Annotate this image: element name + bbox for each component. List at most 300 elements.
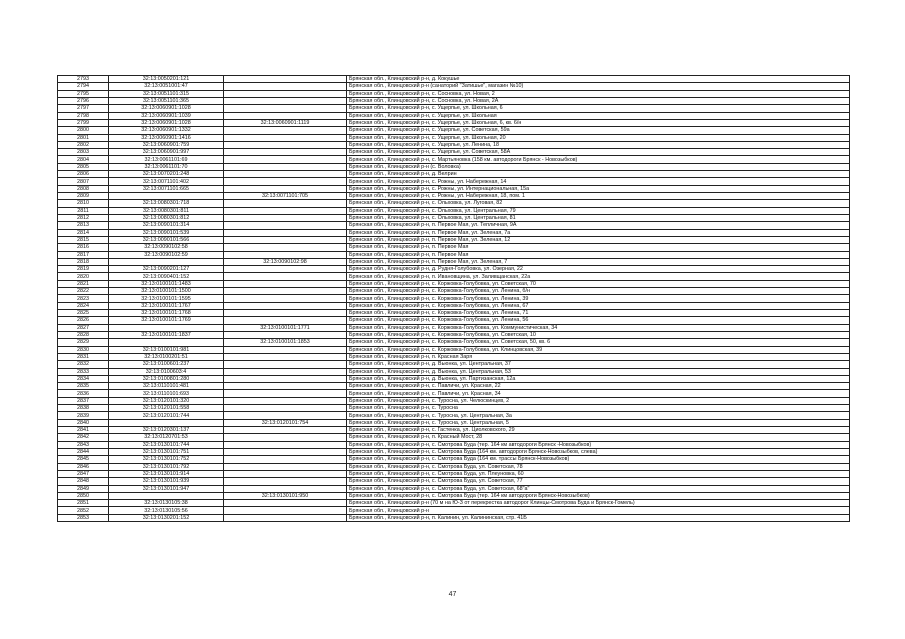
- table-row: [58, 163, 850, 170]
- cadastral-number-cell: [109, 324, 224, 331]
- row-number-cell: 2833: [58, 368, 109, 375]
- object-number-cell: [224, 302, 347, 309]
- table-row: [58, 266, 850, 273]
- address-cell: Брянская обл., Клинцовский р-н, с. Смотрова Буда, ул. Советская, 68"а": [347, 485, 850, 492]
- address-cell: Брянская обл., Клинцовский р-н, с. Коржовка-Голубовка, ул. Советская, 70: [347, 280, 850, 287]
- row-number-cell: 2817: [58, 251, 109, 258]
- object-number-cell: [224, 171, 347, 178]
- address-cell: Брянская обл., Клинцовский р-н, п. Красная Заря: [347, 353, 850, 360]
- address-cell: Брянская обл., Клинцовский р-н, п. Красный Мост, 28: [347, 434, 850, 441]
- cadastral-number-cell: 32:13:0110101:693: [109, 390, 224, 397]
- table-row: [58, 83, 850, 90]
- row-number-cell: 2851: [58, 500, 109, 507]
- address-cell: Брянская обл., Клинцовский р-н, с. Коржовка-Голубовка, ул. Ленина, 71: [347, 310, 850, 317]
- address-cell: Брянская обл., Клинцовский р-н, с. Ольховка, ул. Центральная, 81: [347, 214, 850, 221]
- table-row: [58, 171, 850, 178]
- object-number-cell: [224, 361, 347, 368]
- object-number-cell: [224, 149, 347, 156]
- object-number-cell: [224, 141, 347, 148]
- cadastral-number-cell: 32:13:0130101:939: [109, 478, 224, 485]
- cadastral-number-cell: 32:13:0130101:914: [109, 470, 224, 477]
- object-number-cell: [224, 266, 347, 273]
- cadastral-number-cell: 32:13:0051101:315: [109, 90, 224, 97]
- table-row: [58, 427, 850, 434]
- row-number-cell: 2830: [58, 346, 109, 353]
- object-number-cell: [224, 112, 347, 119]
- object-number-cell: 32:13:0071101:705: [224, 193, 347, 200]
- cadastral-number-cell: 32:13:0060901:1028: [109, 105, 224, 112]
- table-row: [58, 361, 850, 368]
- row-number-cell: 2832: [58, 361, 109, 368]
- cadastral-number-cell: 32:13:0051101:365: [109, 97, 224, 104]
- address-cell: Брянская обл., Клинцовский р-н, с. Мартьяновка (158 км. автодороги Брянск - Новозыбков): [347, 156, 850, 163]
- cadastral-number-cell: 32:13:0130101:744: [109, 441, 224, 448]
- table-row: [58, 127, 850, 134]
- table-row: [58, 412, 850, 419]
- address-cell: Брянская обл., Клинцовский р-н, с. Смотрова Буда (тер. 164 км автодороги Брянск-Новозыбков): [347, 492, 850, 499]
- row-number-cell: 2805: [58, 163, 109, 170]
- table-row: [58, 507, 850, 514]
- address-cell: Брянская обл., Клинцовский р-н, д. Вьюнка, ул. Центральная, 37: [347, 361, 850, 368]
- table-row: [58, 193, 850, 200]
- object-number-cell: [224, 273, 347, 280]
- cadastral-number-cell: 32:13:0080301:718: [109, 200, 224, 207]
- row-number-cell: 2804: [58, 156, 109, 163]
- cadastral-number-cell: 32:13:0120101:320: [109, 397, 224, 404]
- cadastral-number-cell: 32:13:0100101:1500: [109, 288, 224, 295]
- address-cell: Брянская обл., Клинцовский р-н, с. Коржовка-Голубовка, ул. Советская, 50, кв. 6: [347, 339, 850, 346]
- address-cell: Брянская обл., Клинцовский р-н, с. Ущерпье, ул. Ленина, 18: [347, 141, 850, 148]
- table-row: [58, 97, 850, 104]
- row-number-cell: 2839: [58, 412, 109, 419]
- address-cell: Брянская обл., Клинцовский р-н, с. Смотрова Буда (164 км. автодороги Брянск-Новозыбков, слева): [347, 448, 850, 455]
- object-number-cell: [224, 214, 347, 221]
- row-number-cell: 2806: [58, 171, 109, 178]
- row-number-cell: 2843: [58, 441, 109, 448]
- cadastral-number-cell: 32:13:0061101:70: [109, 163, 224, 170]
- cadastral-number-cell: 32:13:0071101:665: [109, 185, 224, 192]
- cadastral-number-cell: 32:13:0060901:759: [109, 141, 224, 148]
- table-row: [58, 295, 850, 302]
- address-cell: Брянская обл., Клинцовский р-н, с. Коржовка-Голубовка, ул. Ленина, б/н: [347, 288, 850, 295]
- cadastral-number-cell: 32:13:0060901:1416: [109, 134, 224, 141]
- table-row: [58, 470, 850, 477]
- object-number-cell: [224, 434, 347, 441]
- table-row: [58, 222, 850, 229]
- address-cell: Брянская обл., Клинцовский р-н, п. Первое Мая, ул. Зеленая, 12: [347, 236, 850, 243]
- address-cell: Брянская обл., Клинцовский р-н, д. Вьюнка, ул. Партизанская, 12а: [347, 375, 850, 382]
- cadastral-number-cell: 32:13:0080301:811: [109, 207, 224, 214]
- row-number-cell: 2841: [58, 427, 109, 434]
- row-number-cell: 2799: [58, 119, 109, 126]
- cadastral-number-cell: 32:13:0120101:744: [109, 412, 224, 419]
- row-number-cell: 2848: [58, 478, 109, 485]
- cadastral-number-cell: 32:13:0080301:812: [109, 214, 224, 221]
- table-row: [58, 324, 850, 331]
- table-row: [58, 419, 850, 426]
- address-cell: Брянская обл., Клинцовский р-н, с. Рожны, ул. Набережная, 18, пом. 1: [347, 193, 850, 200]
- row-number-cell: 2812: [58, 214, 109, 221]
- row-number-cell: 2818: [58, 258, 109, 265]
- row-number-cell: 2836: [58, 390, 109, 397]
- object-number-cell: 32:13:0100101:1771: [224, 324, 347, 331]
- cadastral-number-cell: 32:13:0130101:751: [109, 448, 224, 455]
- table-row: [58, 514, 850, 521]
- table-row: [58, 119, 850, 126]
- object-number-cell: [224, 244, 347, 251]
- table-row: [58, 456, 850, 463]
- table-row: [58, 500, 850, 507]
- table-row: [58, 448, 850, 455]
- table-row: [58, 383, 850, 390]
- cadastral-number-cell: 32:13:0100101:1767: [109, 302, 224, 309]
- object-number-cell: [224, 412, 347, 419]
- object-number-cell: [224, 514, 347, 521]
- cadastral-number-cell: 32:13:0061101:69: [109, 156, 224, 163]
- row-number-cell: 2813: [58, 222, 109, 229]
- table-row: [58, 185, 850, 192]
- row-number-cell: 2810: [58, 200, 109, 207]
- row-number-cell: 2829: [58, 339, 109, 346]
- object-number-cell: [224, 485, 347, 492]
- table-row: [58, 229, 850, 236]
- table-row: [58, 141, 850, 148]
- table-row: [58, 368, 850, 375]
- row-number-cell: 2807: [58, 178, 109, 185]
- object-number-cell: [224, 441, 347, 448]
- cadastral-number-cell: 32:13:0100101:1769: [109, 317, 224, 324]
- row-number-cell: 2828: [58, 331, 109, 338]
- address-cell: Брянская обл., Клинцовский р-н (с. Воловка): [347, 163, 850, 170]
- table-row: [58, 156, 850, 163]
- address-cell: Брянская обл., Клинцовский р-н, с. Смотрова Буда, ул. Советская, 78: [347, 463, 850, 470]
- cadastral-number-cell: 32:13:0100101:1768: [109, 310, 224, 317]
- address-cell: Брянская обл., Клинцовский р-н, с. Гастенка, ул. Циолковского, 29: [347, 427, 850, 434]
- object-number-cell: 32:13:0090102:98: [224, 258, 347, 265]
- table-row: [58, 149, 850, 156]
- row-number-cell: 2827: [58, 324, 109, 331]
- cadastral-number-cell: 32:13:0100601:237: [109, 361, 224, 368]
- object-number-cell: [224, 97, 347, 104]
- object-number-cell: [224, 251, 347, 258]
- object-number-cell: [224, 200, 347, 207]
- cadastral-number-cell: 32:13:0100101:1595: [109, 295, 224, 302]
- cadastral-number-cell: 32:13:0100101:1837: [109, 331, 224, 338]
- cadastral-number-cell: 32:13:0130105:38: [109, 500, 224, 507]
- table-row: [58, 207, 850, 214]
- object-number-cell: [224, 470, 347, 477]
- table-row: [58, 244, 850, 251]
- address-cell: Брянская обл., Клинцовский р-н (70 м на Ю-З от перекрестка автодорог Клинцы-Смотрова Буда и Брянск-Гомель): [347, 500, 850, 507]
- object-number-cell: [224, 397, 347, 404]
- registry-sheet: [57, 75, 850, 522]
- object-number-cell: [224, 295, 347, 302]
- address-cell: Брянская обл., Клинцовский р-н, с. Ольховка, ул. Центральная, 79: [347, 207, 850, 214]
- table-row: [58, 339, 850, 346]
- object-number-cell: [224, 427, 347, 434]
- object-number-cell: [224, 383, 347, 390]
- row-number-cell: 2800: [58, 127, 109, 134]
- row-number-cell: 2820: [58, 273, 109, 280]
- row-number-cell: 2826: [58, 317, 109, 324]
- table-row: [58, 258, 850, 265]
- row-number-cell: 2840: [58, 419, 109, 426]
- row-number-cell: 2802: [58, 141, 109, 148]
- row-number-cell: 2847: [58, 470, 109, 477]
- object-number-cell: [224, 236, 347, 243]
- address-cell: Брянская обл., Клинцовский р-н, с. Коржовка-Голубовка, ул. Коммунистическая, 34: [347, 324, 850, 331]
- row-number-cell: 2796: [58, 97, 109, 104]
- row-number-cell: 2825: [58, 310, 109, 317]
- table-row: [58, 434, 850, 441]
- row-number-cell: 2834: [58, 375, 109, 382]
- address-cell: Брянская обл., Клинцовский р-н, д. Вьюнка, ул. Центральная, 53: [347, 368, 850, 375]
- table-row: [58, 112, 850, 119]
- object-number-cell: [224, 500, 347, 507]
- address-cell: Брянская обл., Клинцовский р-н, с. Ущерпье, ул. Школьная: [347, 112, 850, 119]
- address-cell: Брянская обл., Клинцовский р-н, д. Рудня-Голубовка, ул. Озерная, 22: [347, 266, 850, 273]
- object-number-cell: [224, 127, 347, 134]
- cadastral-number-cell: 32:13:0051001:47: [109, 83, 224, 90]
- table-row: [58, 353, 850, 360]
- cadastral-number-cell: [109, 339, 224, 346]
- address-cell: Брянская обл., Клинцовский р-н, п. Первое Мая, ул. Зеленая, 7а: [347, 229, 850, 236]
- table-row: [58, 90, 850, 97]
- cadastral-number-cell: 32:13:0130101:792: [109, 463, 224, 470]
- object-number-cell: [224, 317, 347, 324]
- object-number-cell: [224, 90, 347, 97]
- address-cell: Брянская обл., Клинцовский р-н, п. Ивановщина, ул. Заливщанская, 22а: [347, 273, 850, 280]
- row-number-cell: 2809: [58, 193, 109, 200]
- page-number: 47: [448, 591, 457, 598]
- table-row: [58, 214, 850, 221]
- address-cell: Брянская обл., Клинцовский р-н: [347, 507, 850, 514]
- cadastral-number-cell: 32:13:0130201:152: [109, 514, 224, 521]
- row-number-cell: 2816: [58, 244, 109, 251]
- row-number-cell: 2821: [58, 280, 109, 287]
- object-number-cell: [224, 368, 347, 375]
- row-number-cell: 2801: [58, 134, 109, 141]
- object-number-cell: 32:13:0120101:754: [224, 419, 347, 426]
- address-cell: Брянская обл., Клинцовский р-н, с. Коржовка-Голубовка, ул. Ленина, 56: [347, 317, 850, 324]
- row-number-cell: 2819: [58, 266, 109, 273]
- cadastral-number-cell: 32:13:0070201:248: [109, 171, 224, 178]
- table-row: [58, 375, 850, 382]
- row-number-cell: 2795: [58, 90, 109, 97]
- row-number-cell: 2803: [58, 149, 109, 156]
- row-number-cell: 2846: [58, 463, 109, 470]
- table-body: [58, 76, 850, 522]
- cadastral-number-cell: 32:13:0130101:947: [109, 485, 224, 492]
- row-number-cell: 2814: [58, 229, 109, 236]
- cadastral-number-cell: [109, 258, 224, 265]
- object-number-cell: [224, 456, 347, 463]
- address-cell: Брянская обл., Клинцовский р-н, с. Павличи, ул. Красная, 34: [347, 390, 850, 397]
- cadastral-number-cell: 32:13:0130101:752: [109, 456, 224, 463]
- object-number-cell: [224, 507, 347, 514]
- address-cell: Брянская обл., Клинцовский р-н, с. Смотрова Буда, ул. Плеуновка, 60: [347, 470, 850, 477]
- table-row: [58, 463, 850, 470]
- cadastral-number-cell: 32:13:0100603:4: [109, 368, 224, 375]
- object-number-cell: [224, 353, 347, 360]
- object-number-cell: [224, 331, 347, 338]
- object-number-cell: [224, 134, 347, 141]
- address-cell: Брянская обл., Клинцовский р-н, с. Туросна, ул. Центральная, 5: [347, 419, 850, 426]
- address-cell: Брянская обл., Клинцовский р-н, с. Туросна, ул. Центральная, 3а: [347, 412, 850, 419]
- address-cell: Брянская обл., Клинцовский р-н, с. Смотрова Буда (164 км. трассы Брянск-Новозыбков): [347, 456, 850, 463]
- cadastral-number-cell: 32:13:0110101:481: [109, 383, 224, 390]
- row-number-cell: 2852: [58, 507, 109, 514]
- address-cell: Брянская обл., Клинцовский р-н (санаторий "Затишье", магазин №10): [347, 83, 850, 90]
- row-number-cell: 2850: [58, 492, 109, 499]
- cadastral-number-cell: 32:13:0090101:314: [109, 222, 224, 229]
- object-number-cell: [224, 280, 347, 287]
- cadastral-number-cell: 32:13:0120701:53: [109, 434, 224, 441]
- object-number-cell: [224, 478, 347, 485]
- object-number-cell: [224, 288, 347, 295]
- cadastral-number-cell: 32:13:0120101:558: [109, 405, 224, 412]
- object-number-cell: 32:13:0060901:1119: [224, 119, 347, 126]
- row-number-cell: 2835: [58, 383, 109, 390]
- row-number-cell: 2797: [58, 105, 109, 112]
- address-cell: Брянская обл., Клинцовский р-н, с. Коржовка-Голубовка, ул. Ленина, 67: [347, 302, 850, 309]
- row-number-cell: 2811: [58, 207, 109, 214]
- object-number-cell: [224, 463, 347, 470]
- row-number-cell: 2844: [58, 448, 109, 455]
- object-number-cell: [224, 375, 347, 382]
- cadastral-number-cell: 32:13:0100101:981: [109, 346, 224, 353]
- address-cell: Брянская обл., Клинцовский р-н, с. Смотрова Буда (тер. 164 км автодороги Брянск -Новозыбков): [347, 441, 850, 448]
- row-number-cell: 2831: [58, 353, 109, 360]
- cadastral-number-cell: [109, 193, 224, 200]
- table-row: [58, 288, 850, 295]
- address-cell: Брянская обл., Клинцовский р-н, с. Ущерпье, ул. Школьная, 6: [347, 105, 850, 112]
- row-number-cell: 2793: [58, 76, 109, 83]
- table-row: [58, 478, 850, 485]
- address-cell: Брянская обл., Клинцовский р-н, с. Ущерпье, ул. Школьная, 6, кв. 6/н: [347, 119, 850, 126]
- cadastral-number-cell: 32:13:0090101:539: [109, 229, 224, 236]
- address-cell: Брянская обл., Клинцовский р-н, п. Первое Мая: [347, 251, 850, 258]
- object-number-cell: [224, 448, 347, 455]
- address-cell: Брянская обл., Клинцовский р-н, д. Кокушье: [347, 76, 850, 83]
- address-cell: Брянская обл., Клинцовский р-н, с. Ущерпье, ул. Советская, 58А: [347, 149, 850, 156]
- table-row: [58, 76, 850, 83]
- row-number-cell: 2837: [58, 397, 109, 404]
- table-row: [58, 331, 850, 338]
- table-row: [58, 492, 850, 499]
- object-number-cell: [224, 156, 347, 163]
- address-cell: Брянская обл., Клинцовский р-н, с. Коржовка-Голубовка, ул. Ленина, 39: [347, 295, 850, 302]
- address-cell: Брянская обл., Клинцовский р-н, п. Первое Мая, ул. Тепличная, 9А: [347, 222, 850, 229]
- cadastral-number-cell: 32:13:0090102:58: [109, 244, 224, 251]
- address-cell: Брянская обл., Клинцовский р-н, с. Коржовка-Голубовка, ул. Клинцовская, 39: [347, 346, 850, 353]
- address-cell: Брянская обл., Клинцовский р-н, п. Калинин, ул. Калининская, стр. 41Б: [347, 514, 850, 521]
- object-number-cell: [224, 390, 347, 397]
- table-row: [58, 105, 850, 112]
- row-number-cell: 2849: [58, 485, 109, 492]
- object-number-cell: [224, 83, 347, 90]
- object-number-cell: [224, 178, 347, 185]
- table-row: [58, 200, 850, 207]
- table-row: [58, 273, 850, 280]
- object-number-cell: 32:13:0130101:950: [224, 492, 347, 499]
- address-cell: Брянская обл., Клинцовский р-н, с. Рожны, ул. Набережная, 14: [347, 178, 850, 185]
- cadastral-number-cell: 32:13:0090101:566: [109, 236, 224, 243]
- table-row: [58, 178, 850, 185]
- object-number-cell: [224, 310, 347, 317]
- address-cell: Брянская обл., Клинцовский р-н, с. Павличи, ул. Красная, 22: [347, 383, 850, 390]
- cadastral-number-cell: 32:13:0130105:56: [109, 507, 224, 514]
- cadastral-number-cell: 32:13:0060901:1028: [109, 119, 224, 126]
- row-number-cell: 2838: [58, 405, 109, 412]
- address-cell: Брянская обл., Клинцовский р-н, с. Туросна: [347, 405, 850, 412]
- table-row: [58, 441, 850, 448]
- cadastral-number-cell: 32:13:0071101:402: [109, 178, 224, 185]
- address-cell: Брянская обл., Клинцовский р-н, с. Ольховка, ул. Луговая, 82: [347, 200, 850, 207]
- row-number-cell: 2823: [58, 295, 109, 302]
- row-number-cell: 2815: [58, 236, 109, 243]
- table-row: [58, 251, 850, 258]
- cadastral-number-cell: [109, 419, 224, 426]
- object-number-cell: 32:13:0100101:1853: [224, 339, 347, 346]
- cadastral-number-cell: 32:13:0100101:1483: [109, 280, 224, 287]
- object-number-cell: [224, 222, 347, 229]
- cadastral-number-cell: 32:13:0120301:137: [109, 427, 224, 434]
- row-number-cell: 2798: [58, 112, 109, 119]
- object-number-cell: [224, 105, 347, 112]
- table-row: [58, 310, 850, 317]
- table-row: [58, 485, 850, 492]
- cadastral-number-cell: 32:13:0060901:997: [109, 149, 224, 156]
- address-cell: Брянская обл., Клинцовский р-н, с. Туросна, ул. Челюскинцев, 2: [347, 397, 850, 404]
- cadastral-table: [57, 75, 850, 522]
- address-cell: Брянская обл., Клинцовский р-н, с. Ущерпье, ул. Советская, 59а: [347, 127, 850, 134]
- cadastral-number-cell: 32:13:0100201:51: [109, 353, 224, 360]
- cadastral-number-cell: 32:13:0060901:1332: [109, 127, 224, 134]
- row-number-cell: 2822: [58, 288, 109, 295]
- address-cell: Брянская обл., Клинцовский р-н, с. Коржовка-Голубовка, ул. Советская, 10: [347, 331, 850, 338]
- object-number-cell: [224, 163, 347, 170]
- address-cell: Брянская обл., Клинцовский р-н, с. Рожны, ул. Интернациональная, 15а: [347, 185, 850, 192]
- cadastral-number-cell: 32:13:0060901:1039: [109, 112, 224, 119]
- row-number-cell: 2794: [58, 83, 109, 90]
- address-cell: Брянская обл., Клинцовский р-н, п. Первое Мая: [347, 244, 850, 251]
- cadastral-number-cell: [109, 492, 224, 499]
- row-number-cell: 2808: [58, 185, 109, 192]
- row-number-cell: 2853: [58, 514, 109, 521]
- address-cell: Брянская обл., Клинцовский р-н, с. Смотрова Буда, ул. Советская, 77: [347, 478, 850, 485]
- row-number-cell: 2842: [58, 434, 109, 441]
- address-cell: Брянская обл., Клинцовский р-н, д. Велрин: [347, 171, 850, 178]
- table-row: [58, 346, 850, 353]
- object-number-cell: [224, 229, 347, 236]
- table-row: [58, 302, 850, 309]
- table-row: [58, 390, 850, 397]
- address-cell: Брянская обл., Клинцовский р-н, п. Первое Мая, ул. Зеленая, 7: [347, 258, 850, 265]
- object-number-cell: [224, 207, 347, 214]
- cadastral-number-cell: 32:13:0090102:59: [109, 251, 224, 258]
- address-cell: Брянская обл., Клинцовский р-н, с. Ущерпье, ул. Школьная, 20: [347, 134, 850, 141]
- object-number-cell: [224, 185, 347, 192]
- table-row: [58, 405, 850, 412]
- table-row: [58, 317, 850, 324]
- cadastral-number-cell: 32:13:0090401:152: [109, 273, 224, 280]
- cadastral-number-cell: 32:13:0100801:280: [109, 375, 224, 382]
- table-row: [58, 397, 850, 404]
- row-number-cell: 2824: [58, 302, 109, 309]
- object-number-cell: [224, 346, 347, 353]
- table-row: [58, 280, 850, 287]
